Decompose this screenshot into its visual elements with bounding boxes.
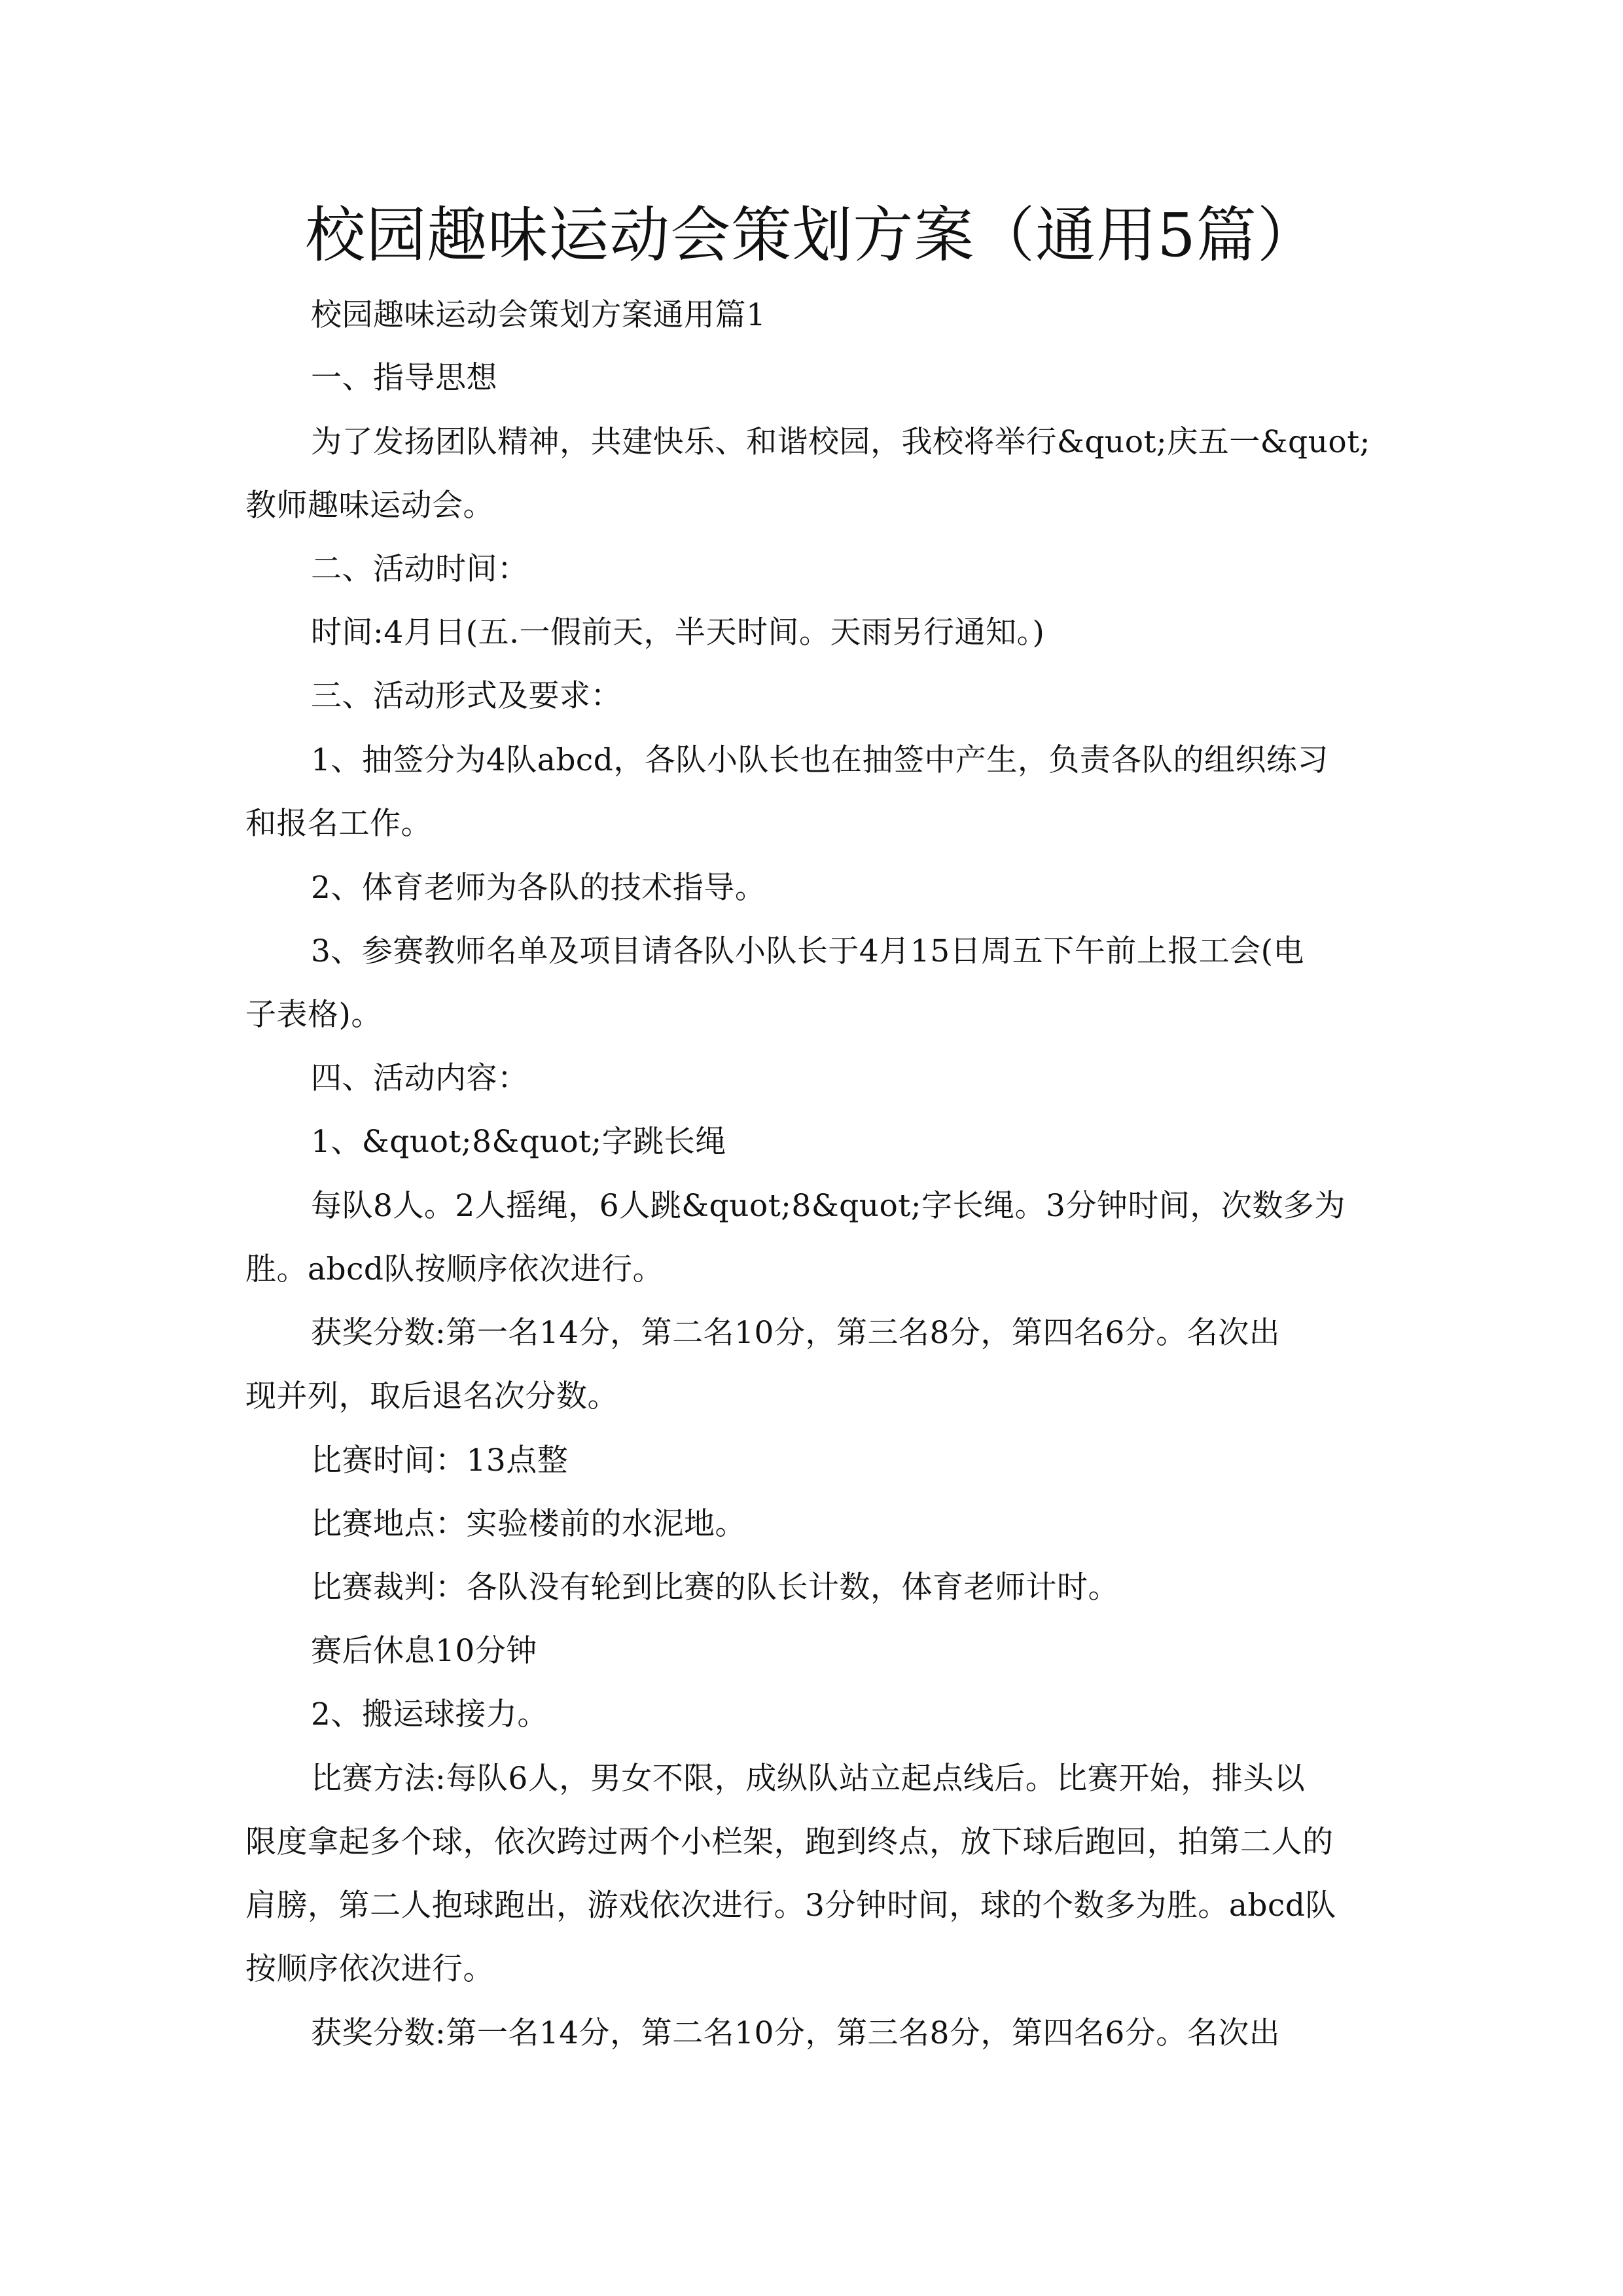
- paragraph-line: 比赛地点：实验楼前的水泥地。: [311, 1506, 746, 1542]
- paragraph-line: 赛后休息10分钟: [311, 1633, 537, 1669]
- paragraph-line: 比赛方法:每队6人，男女不限，成纵队站立起点线后。比赛开始，排头以: [311, 1761, 1306, 1797]
- section-heading: 校园趣味运动会策划方案通用篇1: [311, 297, 766, 333]
- paragraph-line: 子表格)。: [245, 997, 382, 1033]
- document-title: 校园趣味运动会策划方案（通用5篇）: [305, 200, 1318, 270]
- paragraph-line: 2、搬运球接力。: [311, 1696, 548, 1732]
- paragraph-line: 比赛时间：13点整: [311, 1443, 569, 1479]
- paragraph-line: 和报名工作。: [245, 806, 432, 842]
- paragraph-line: 1、&quot;8&quot;字跳长绳: [311, 1124, 726, 1160]
- paragraph-line: 现并列，取后退名次分数。: [245, 1378, 618, 1414]
- paragraph-line: 获奖分数:第一名14分，第二名10分，第三名8分，第四名6分。名次出: [311, 1315, 1281, 1351]
- paragraph-line: 为了发扬团队精神，共建快乐、和谐校园，我校将举行&quot;庆五一&quot;: [311, 424, 1370, 460]
- paragraph-line: 时间:4月日(五.一假前天，半天时间。天雨另行通知。): [311, 615, 1045, 651]
- paragraph-line: 肩膀，第二人抱球跑出，游戏依次进行。3分钟时间，球的个数多为胜。abcd队: [245, 1888, 1336, 1924]
- paragraph-line: 每队8人。2人摇绳，6人跳&quot;8&quot;字长绳。3分钟时间，次数多为: [311, 1188, 1346, 1224]
- paragraph-line: 1、抽签分为4队abcd，各队小队长也在抽签中产生，负责各队的组织练习: [311, 742, 1329, 778]
- paragraph-line: 3、参赛教师名单及项目请各队小队长于4月15日周五下午前上报工会(电: [311, 933, 1304, 969]
- paragraph-line: 获奖分数:第一名14分，第二名10分，第三名8分，第四名6分。名次出: [311, 2015, 1281, 2051]
- paragraph-line: 2、体育老师为各队的技术指导。: [311, 870, 766, 906]
- paragraph-line: 比赛裁判：各队没有轮到比赛的队长计数，体育老师计时。: [311, 1570, 1119, 1605]
- section-heading: 四、活动内容：: [311, 1060, 529, 1096]
- section-heading: 三、活动形式及要求：: [311, 678, 622, 714]
- section-heading: 二、活动时间：: [311, 551, 529, 587]
- paragraph-line: 限度拿起多个球，依次跨过两个小栏架，跑到终点，放下球后跑回，拍第二人的: [245, 1824, 1334, 1860]
- paragraph-line: 按顺序依次进行。: [245, 1951, 494, 1987]
- paragraph-line: 教师趣味运动会。: [245, 488, 494, 524]
- paragraph-line: 胜。abcd队按顺序依次进行。: [245, 1251, 664, 1287]
- section-heading: 一、指导思想: [311, 360, 497, 396]
